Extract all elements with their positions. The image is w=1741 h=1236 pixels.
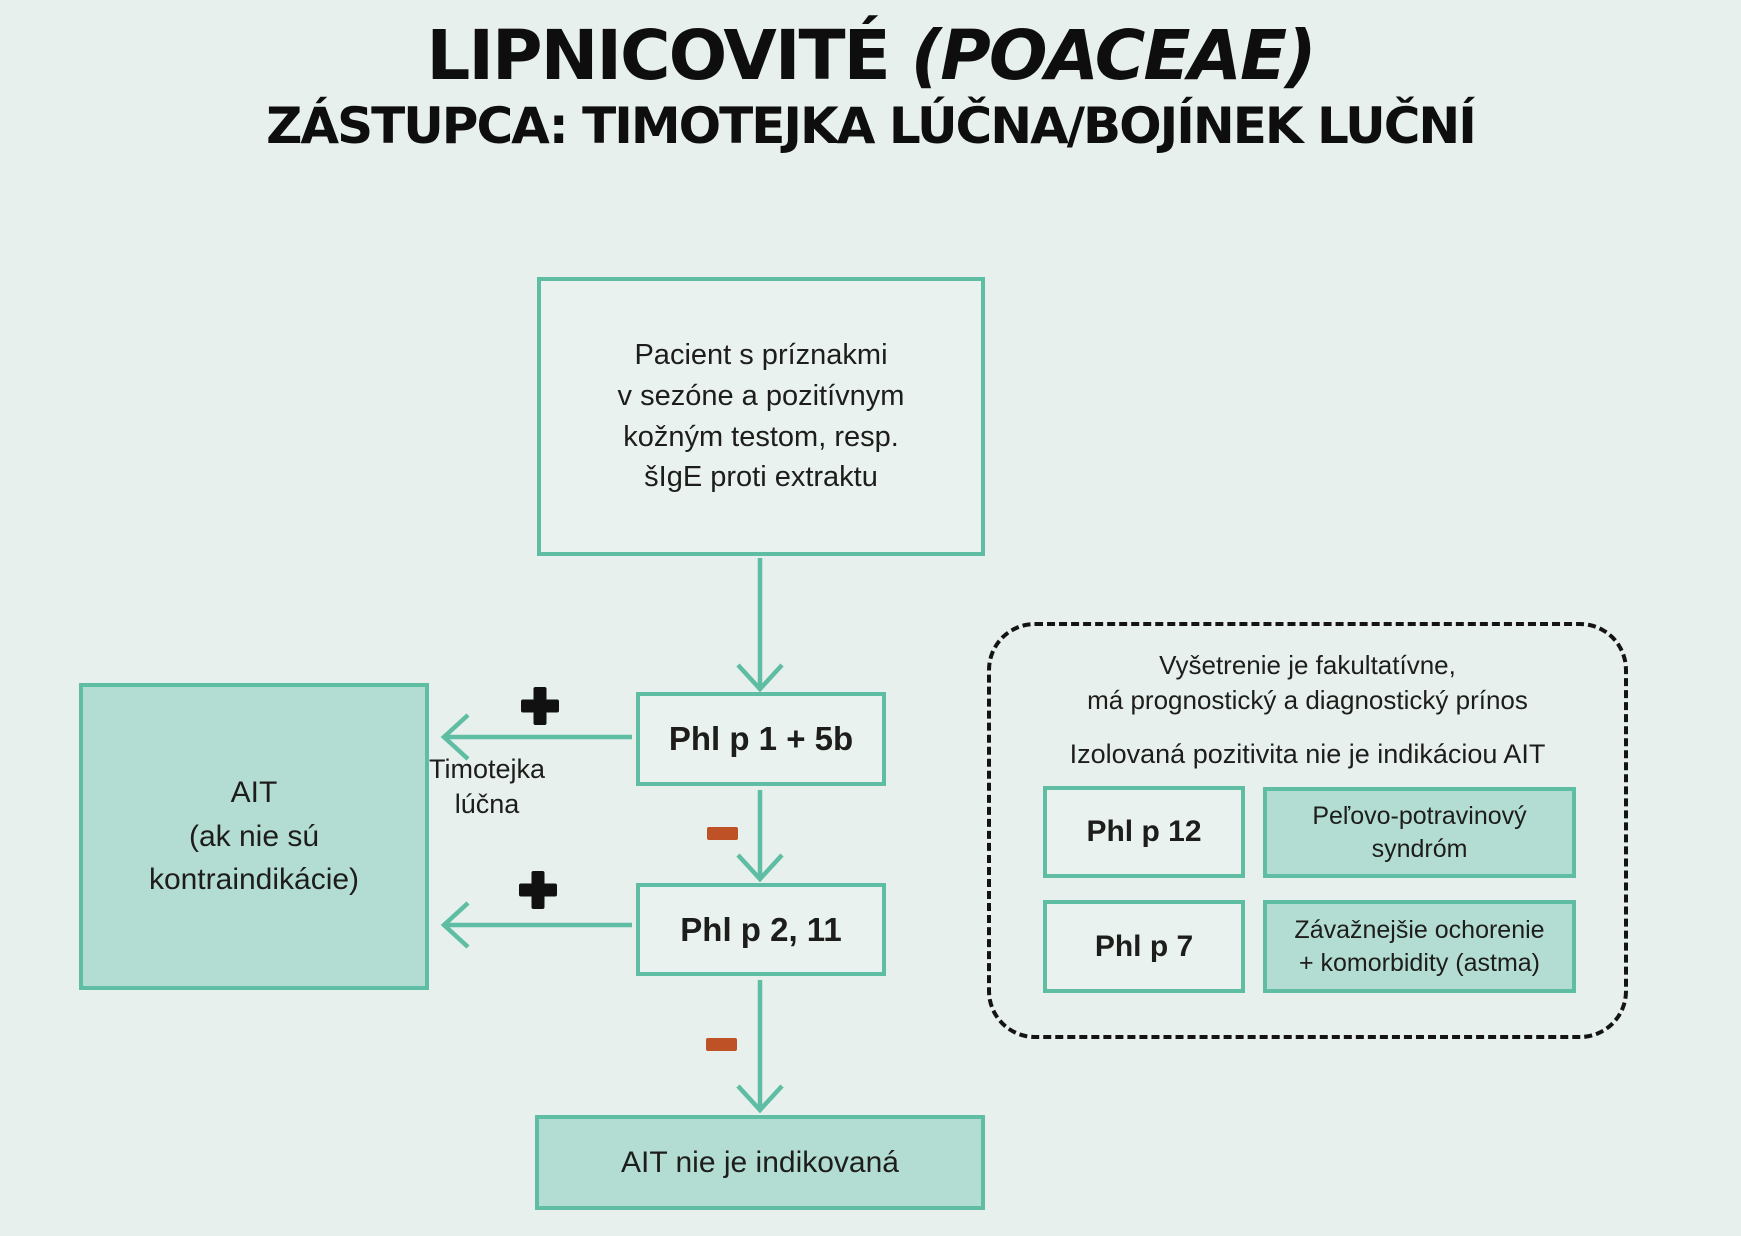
patient-box-line: v sezóne a pozitívnym <box>617 379 905 412</box>
page-header <box>0 16 1741 156</box>
pollen-food-syndrome-line: syndróm <box>1371 834 1468 863</box>
page-title-latin: (POACEAE) <box>910 16 1315 96</box>
patient-box <box>537 277 985 556</box>
phl-p-2-11-label: Phl p 2, 11 <box>680 910 842 948</box>
page-subtitle: ZÁSTUPCA: TIMOTEJKA LÚČNA/BOJÍNEK LUČNÍ <box>266 97 1475 156</box>
phl-p-12-label: Phl p 12 <box>1086 815 1202 848</box>
pollen-food-syndrome-box <box>1263 787 1576 878</box>
phl-p-2-11-box <box>636 883 886 976</box>
plus-icon <box>519 871 557 909</box>
phl-p-7-box <box>1043 900 1245 993</box>
severe-disease-box <box>1263 900 1576 993</box>
plus-icon <box>521 687 559 725</box>
timotejka-edge-label-line: lúčna <box>454 789 520 820</box>
page-title-main: LIPNICOVITÉ <box>426 16 911 96</box>
ait-box-line: (ak nie sú <box>188 819 320 853</box>
ait-not-indicated-box <box>535 1115 985 1210</box>
patient-box-line: Pacient s príznakmi <box>634 339 888 372</box>
page-title <box>0 16 1741 96</box>
timotejka-edge-label <box>412 752 562 822</box>
ait-box-line: kontraindikácie) <box>148 863 360 897</box>
ait-not-indicated-label: AIT nie je indikovaná <box>621 1145 899 1179</box>
phl-p-7-label: Phl p 7 <box>1094 929 1194 963</box>
severe-disease-line: + komorbidity (astma) <box>1298 948 1541 977</box>
patient-box-line: kožným testom, resp. <box>623 420 899 453</box>
info-panel-line: Izolovaná pozitivita nie je indikáciou AIT <box>1069 739 1546 769</box>
ait-box-line: AIT <box>230 776 278 810</box>
info-panel-line: má prognostický a diagnostický prínos <box>1087 685 1528 715</box>
pollen-food-syndrome-line: Peľovo-potravinový <box>1312 801 1527 830</box>
info-panel-line: Vyšetrenie je fakultatívne, <box>1159 650 1456 680</box>
phl-p-1-5b-label: Phl p 1 + 5b <box>668 720 854 757</box>
minus-icon <box>707 827 738 840</box>
arrow-down-patient-to-phl1 <box>738 558 782 689</box>
arrow-down-phl1-to-phl2 <box>738 790 782 879</box>
minus-icon <box>706 1038 737 1051</box>
severe-disease-line: Závažnejšie ochorenie <box>1294 915 1545 944</box>
arrow-left-phl2-to-ait <box>444 903 632 947</box>
phl-p-1-5b-box <box>636 692 886 786</box>
phl-p-12-box <box>1043 786 1245 878</box>
facultative-info-panel <box>987 622 1628 1039</box>
ait-box <box>79 683 429 990</box>
arrow-down-phl2-to-notindicated <box>738 980 782 1110</box>
patient-box-line: šIgE proti extraktu <box>644 461 878 494</box>
timotejka-edge-label-line: Timotejka <box>428 754 546 784</box>
